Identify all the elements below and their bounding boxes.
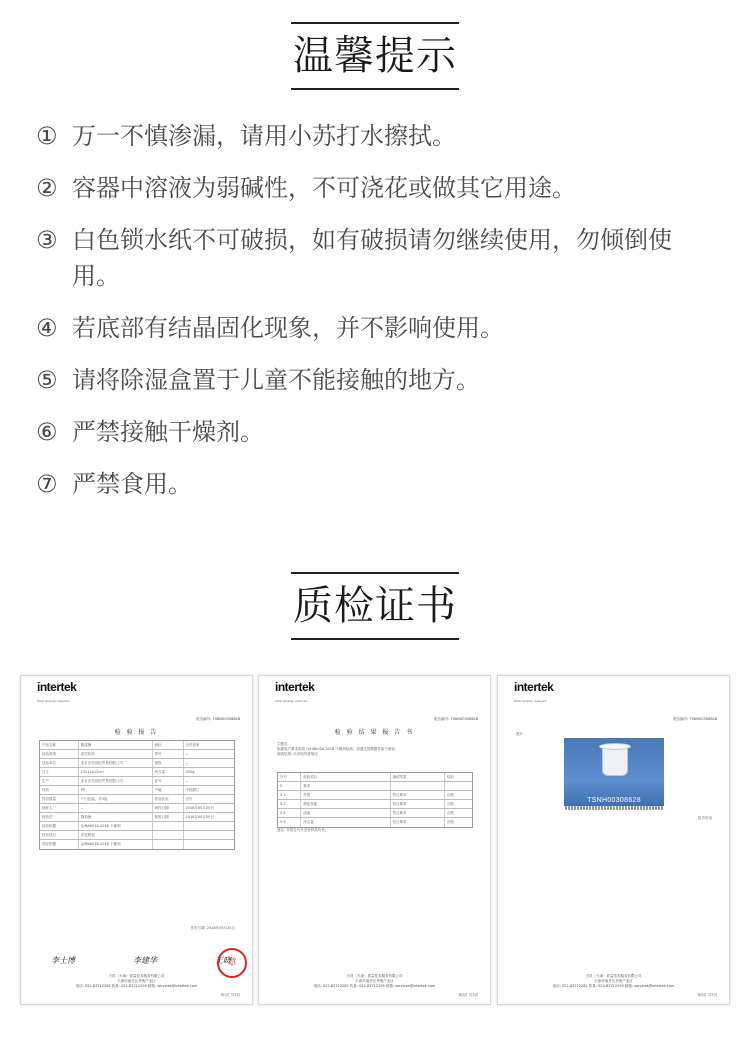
report-number: 报告编号: TSNH00308628: [434, 717, 478, 721]
table-cell: 5.2: [278, 800, 301, 808]
table-row: [40, 768, 234, 777]
jar-lid: [599, 743, 631, 750]
tip-text: 请将除湿盒置于儿童不能接触的地方。: [72, 366, 480, 394]
table-cell: 商标: [153, 741, 184, 749]
table-cell: 完好: [185, 797, 193, 801]
table-cell: 判定依据: [40, 840, 79, 849]
table-cell: 中国浙江: [185, 788, 200, 792]
table-cell: 5.5: [278, 818, 301, 827]
table-cell: 5.1: [278, 791, 301, 799]
tip-number: ⑤: [36, 366, 58, 394]
table-row: [278, 791, 472, 800]
tip-number: ④: [36, 314, 58, 342]
signatures: [51, 958, 231, 964]
sample-photo: [564, 738, 664, 810]
cert-page-1[interactable]: [20, 675, 253, 1005]
sample-label: TSNH00308628: [587, 797, 641, 804]
report-number: 报告编号: TSNH00308628: [196, 717, 240, 721]
table-cell: 详见附表: [79, 831, 153, 839]
table-cell: 百货居家: [185, 743, 200, 747]
table-cell: Q/HJNI016-2018 干燥剂: [79, 840, 153, 849]
tip-text: 若底部有结晶固化现象，并不影响使用。: [72, 314, 504, 342]
table-cell: 要求: [301, 782, 390, 790]
table-cell: --: [185, 752, 189, 756]
table-cell: 净含量: [301, 818, 390, 827]
table-cell: 除湿桶: [79, 741, 153, 749]
report-number: 报告编号: TSNH00308628: [673, 717, 717, 721]
table-cell: 样品数量: [40, 795, 79, 803]
company-name: 天祥（天津）质量技术服务有限公司: [346, 974, 403, 978]
table-cell: [153, 840, 184, 849]
cert-documents: [20, 675, 730, 1005]
table-row: [278, 809, 472, 818]
table-cell: PP: [79, 786, 153, 794]
table-row: [278, 782, 472, 791]
table-cell: 符合要求: [391, 800, 445, 808]
table-cell: 检验项目: [301, 773, 390, 781]
table-cell: 5.4: [278, 809, 301, 817]
table-cell: 合格: [446, 820, 454, 824]
tip-item: [36, 466, 716, 502]
intertek-logo: intertek: [37, 680, 77, 694]
table-row: [40, 786, 234, 795]
table-cell: 委托检验: [79, 750, 153, 758]
table-cell: 陈柏海: [79, 813, 153, 821]
table-cell: 生产: [40, 777, 79, 785]
table-cell: [153, 822, 184, 830]
table-row: [40, 813, 234, 822]
table-row: [40, 804, 234, 813]
table-cell: 符合要求: [391, 791, 445, 799]
page-number: 第2页 共3页: [458, 993, 478, 997]
page-number: 第1页 共3页: [220, 993, 240, 997]
table-cell: [445, 782, 472, 790]
intertek-logo: intertek: [514, 680, 554, 694]
issue-date: 签发日期: 2018年05月24日: [190, 926, 235, 930]
table-cell: [153, 831, 184, 839]
company-footer: [498, 974, 729, 989]
result-table: [277, 772, 473, 828]
tips-title: 温馨提示: [291, 22, 459, 90]
jar-body: [602, 746, 628, 776]
logo-tagline: Total Quality. Assured.: [514, 699, 548, 703]
tip-number: ①: [36, 122, 58, 150]
cert-page-2[interactable]: [258, 675, 491, 1005]
company-address: 天津市南开区华苑产业区: [355, 979, 394, 983]
table-cell: 型号: [153, 750, 184, 758]
table-row: [40, 795, 234, 804]
tip-text: 容器中溶液为弱碱性，不可浇花或做其它用途。: [72, 174, 576, 202]
table-cell: 13x12x12cm: [79, 768, 153, 776]
tip-text: 严禁食用。: [72, 470, 192, 498]
table-cell: 送检单位: [40, 759, 79, 767]
page-number: 第3页 共3页: [697, 993, 717, 997]
tip-number: ③: [36, 226, 58, 254]
table-cell: --: [185, 779, 189, 783]
company-footer: [21, 974, 252, 989]
report-heading: 检 验 报 告: [114, 729, 159, 736]
table-cell: 规格: [153, 759, 184, 767]
photo-caption: 照片: [516, 732, 523, 736]
table-cell: --: [79, 804, 153, 812]
tip-number: ②: [36, 174, 58, 202]
table-cell: 2018年05月20日: [185, 806, 214, 810]
company-address: 天津市南开区华苑产业区: [594, 979, 633, 983]
table-cell: [184, 831, 234, 839]
official-seal: 章: [217, 948, 247, 978]
signature-inspector: 王晓: [215, 956, 231, 965]
tip-item: [36, 222, 716, 294]
table-cell: 产地: [153, 786, 184, 794]
table-cell: 净含量: [153, 768, 184, 776]
table-cell: 测试结果: [391, 773, 445, 781]
table-cell: 样品状况: [153, 795, 184, 803]
table-cell: 合格: [446, 802, 454, 806]
tip-number: ⑦: [36, 470, 58, 498]
table-row: [278, 818, 472, 827]
table-cell: 证号: [153, 777, 184, 785]
logo-tagline: Total Quality. Assured.: [275, 699, 309, 703]
photo-ruler: [564, 806, 664, 810]
tip-item: [36, 118, 716, 154]
table-cell: 2018年05月20日: [185, 815, 214, 819]
table-cell: 溶液: [301, 809, 390, 817]
table-row: [278, 800, 472, 809]
table-cell: 结论: [446, 775, 454, 779]
cert-title-wrap: [0, 572, 750, 640]
report-heading: 检 验 结 果 报 告 书: [334, 729, 415, 736]
table-cell: 检验类别: [40, 750, 79, 758]
report-end-note: 报告结束: [698, 816, 712, 820]
cert-page-3[interactable]: [497, 675, 730, 1005]
table-cell: 300g: [185, 770, 195, 774]
table-cell: Q/HJNI016-2018 干燥剂: [79, 822, 153, 830]
table-cell: 北京京东世纪贸易有限公司: [79, 759, 153, 767]
table-cell: 检验依据: [40, 822, 79, 830]
signature-reviewer: 李建华: [133, 956, 157, 965]
table-cell: [391, 782, 445, 790]
table-row: [40, 759, 234, 768]
tip-item: [36, 362, 716, 398]
table-cell: 抽样人: [40, 804, 79, 812]
table-cell: 检验员: [40, 813, 79, 821]
table-cell: [184, 822, 234, 830]
table-cell: 序号: [278, 773, 301, 781]
table-row: [40, 750, 234, 759]
intro-line: 根据客户要求参照 Q/HJNI016-2018 干燥剂检测，将通过的数据作如下测试:: [277, 747, 397, 751]
table-cell: 到样日期: [153, 804, 184, 812]
company-contact: 电话: 022-83712282 传真: 022-83712295 邮箱: services@intertek.com: [552, 984, 675, 988]
company-contact: 电话: 022-83712282 传真: 022-83712295 邮箱: services@intertek.com: [313, 984, 436, 988]
table-row: [40, 831, 234, 840]
tip-item: [36, 414, 716, 450]
table-cell: 检验项目: [40, 831, 79, 839]
report-note: 备注: 本报告仅对送检样品负责。: [277, 828, 329, 832]
table-cell: 外观: [301, 791, 390, 799]
table-row: [40, 840, 234, 849]
table-cell: 5: [278, 782, 301, 790]
company-name: 天祥（天津）质量技术服务有限公司: [585, 974, 642, 978]
company-footer: [259, 974, 490, 989]
table-cell: 尺寸: [40, 768, 79, 776]
tip-number: ⑥: [36, 418, 58, 446]
company-name: 天祥（天津）质量技术服务有限公司: [108, 974, 165, 978]
table-cell: 北京京东世纪贸易有限公司: [79, 777, 153, 785]
signature-approver: 李士博: [51, 956, 75, 965]
table-cell: 产品名称: [40, 741, 79, 749]
tip-text: 万一不慎渗漏，请用小苏打水擦拭。: [72, 122, 456, 150]
tips-list: [36, 118, 716, 518]
tip-text: 白色锁水纸不可破损，如有破损请勿继续使用，勿倾倒使用。: [72, 226, 672, 290]
tips-title-wrap: [0, 22, 750, 90]
intro-line: 测试结果: 未发现异常情况: [277, 752, 318, 756]
table-cell: 理化性能: [301, 800, 390, 808]
table-cell: 合格: [446, 793, 454, 797]
table-row: [40, 822, 234, 831]
cert-title: 质检证书: [291, 572, 459, 640]
table-cell: 7个/包装，共3袋: [79, 795, 153, 803]
table-cell: 符合要求: [391, 809, 445, 817]
tip-item: [36, 170, 716, 206]
intertek-logo: intertek: [275, 680, 315, 694]
company-address: 天津市南开区华苑产业区: [117, 979, 156, 983]
company-contact: 电话: 022-83712282 传真: 022-83712295 邮箱: services@intertek.com: [75, 984, 198, 988]
table-cell: [184, 840, 234, 849]
tip-item: [36, 310, 716, 346]
intro-line: 主题页: [277, 742, 288, 746]
table-cell: 合格: [446, 811, 454, 815]
table-row: [40, 777, 234, 786]
table-cell: 材质: [40, 786, 79, 794]
table-row: [278, 773, 472, 782]
tip-text: 严禁接触干燥剂。: [72, 418, 264, 446]
table-cell: 符合要求: [391, 818, 445, 827]
table-row: [40, 741, 234, 750]
logo-tagline: Total Quality. Assured.: [37, 699, 71, 703]
table-cell: --: [185, 761, 189, 765]
table-cell: 检验日期: [153, 813, 184, 821]
intro-text: [277, 742, 473, 757]
report-table: [39, 740, 235, 850]
